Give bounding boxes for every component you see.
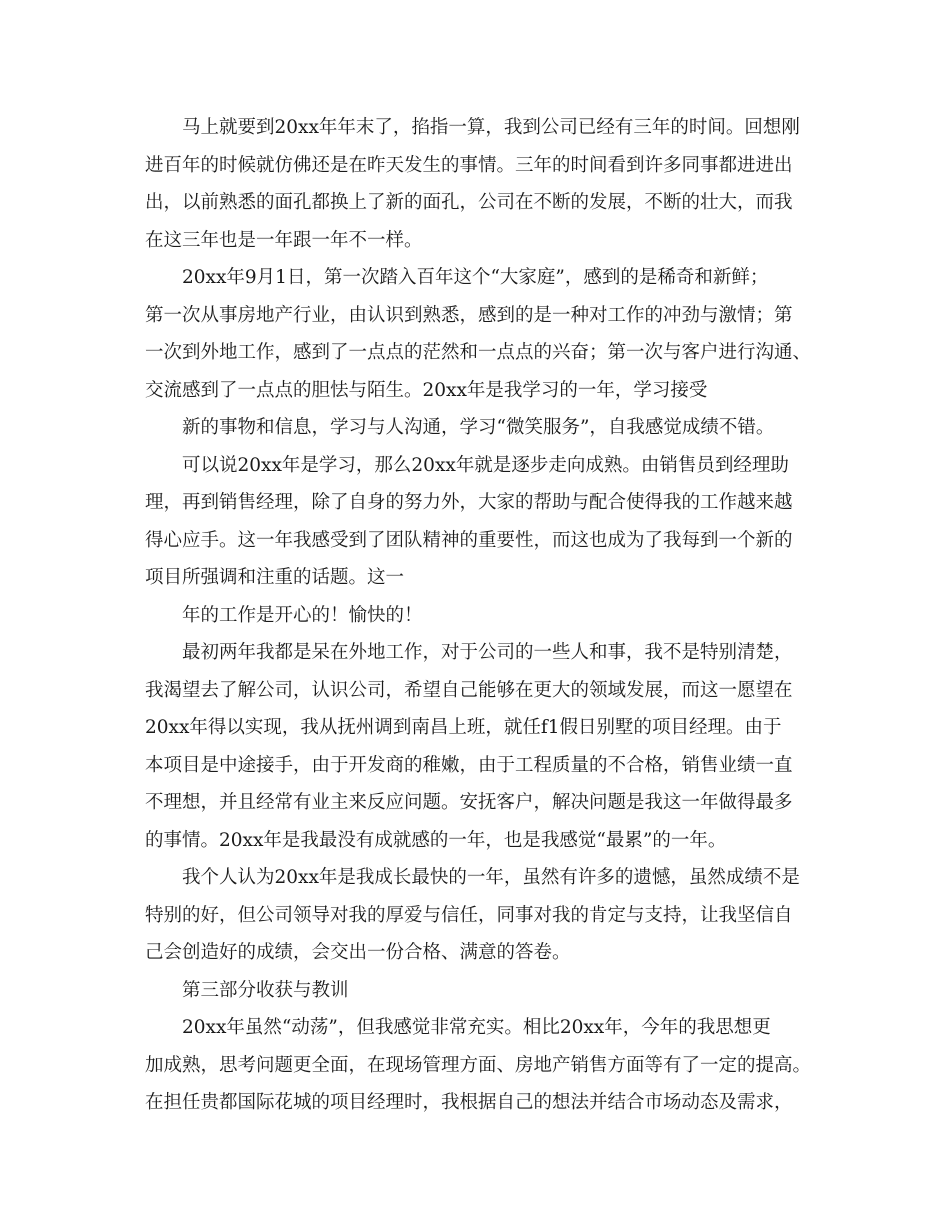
text-line: 我渴望去了解公司，认识公司，希望自己能够在更大的领域发展，而这一愿望在 bbox=[145, 679, 793, 701]
text-line: 20xx年9月1日，第一次踏入百年这个“大家庭”，感到的是稀奇和新鲜； bbox=[182, 267, 769, 288]
document-body bbox=[145, 109, 810, 1122]
text-line: 20xx年虽然“动荡”，但我感觉非常充实。相比20xx年，今年的我思想更 bbox=[182, 1017, 771, 1038]
text-line: 马上就要到20xx年年末了，掐指一算，我到公司已经有三年的时间。回想刚 bbox=[182, 117, 800, 138]
text-line: 得心应手。这一年我感受到了团队精神的重要性，而这也成为了我每到一个新的 bbox=[145, 529, 793, 551]
text-line: 本项目是中途接手，由于开发商的稚嫩，由于工程质量的不合格，销售业绩一直 bbox=[145, 754, 793, 776]
text-line: 可以说20xx年是学习，那么20xx年就是逐步走向成熟。由销售员到经理助 bbox=[182, 454, 789, 476]
text-line: 的事情。20xx年是我最没有成就感的一年，也是我感觉“最累”的一年。 bbox=[145, 829, 727, 851]
text-line: 第一次从事房地产行业，由认识到熟悉，感到的是一种对工作的冲劲与激情；第 bbox=[145, 304, 793, 326]
text-line: 加成熟，思考问题更全面，在现场管理方面、房地产销售方面等有了一定的提高。 bbox=[145, 1054, 812, 1076]
text-line: 进百年的时候就仿佛还是在昨天发生的事情。三年的时间看到许多同事都进进出 bbox=[145, 154, 793, 176]
text-line: 年的工作是开心的！愉快的！ bbox=[182, 604, 423, 626]
text-line: 理，再到销售经理，除了自身的努力外，大家的帮助与配合使得我的工作越来越 bbox=[145, 492, 793, 513]
text-line: 第三部分收获与教训 bbox=[182, 979, 349, 1001]
text-line: 在这三年也是一年跟一年不一样。 bbox=[145, 229, 423, 251]
text-line: 不理想，并且经常有业主来反应问题。安抚客户，解决问题是我这一年做得最多 bbox=[145, 792, 793, 813]
text-line: 20xx年得以实现，我从抚州调到南昌上班，就任f1假日别墅的项目经理。由于 bbox=[145, 717, 782, 738]
text-line: 出，以前熟悉的面孔都换上了新的面孔，公司在不断的发展，不断的壮大，而我 bbox=[145, 192, 793, 213]
text-line: 我个人认为20xx年是我成长最快的一年，虽然有许多的遗憾，虽然成绩不是 bbox=[182, 867, 800, 888]
text-line: 特别的好，但公司领导对我的厚爱与信任，同事对我的肯定与支持，让我坚信自 bbox=[145, 904, 793, 926]
text-line: 最初两年我都是呆在外地工作，对于公司的一些人和事，我不是特别清楚， bbox=[182, 642, 793, 663]
text-line: 新的事物和信息，学习与人沟通，学习“微笑服务”，自我感觉成绩不错。 bbox=[182, 417, 775, 438]
text-line: 在担任贵都国际花城的项目经理时，我根据自己的想法并结合市场动态及需求， bbox=[145, 1092, 793, 1113]
text-line: 一次到外地工作，感到了一点点的茫然和一点点的兴奋；第一次与客户进行沟通、 bbox=[145, 342, 812, 363]
text-line: 己会创造好的成绩，会交出一份合格、满意的答卷。 bbox=[145, 942, 571, 963]
text-line: 交流感到了一点点的胆怯与陌生。20xx年是我学习的一年，学习接受 bbox=[145, 379, 708, 401]
text-line: 项目所强调和注重的话题。这一 bbox=[145, 567, 405, 588]
